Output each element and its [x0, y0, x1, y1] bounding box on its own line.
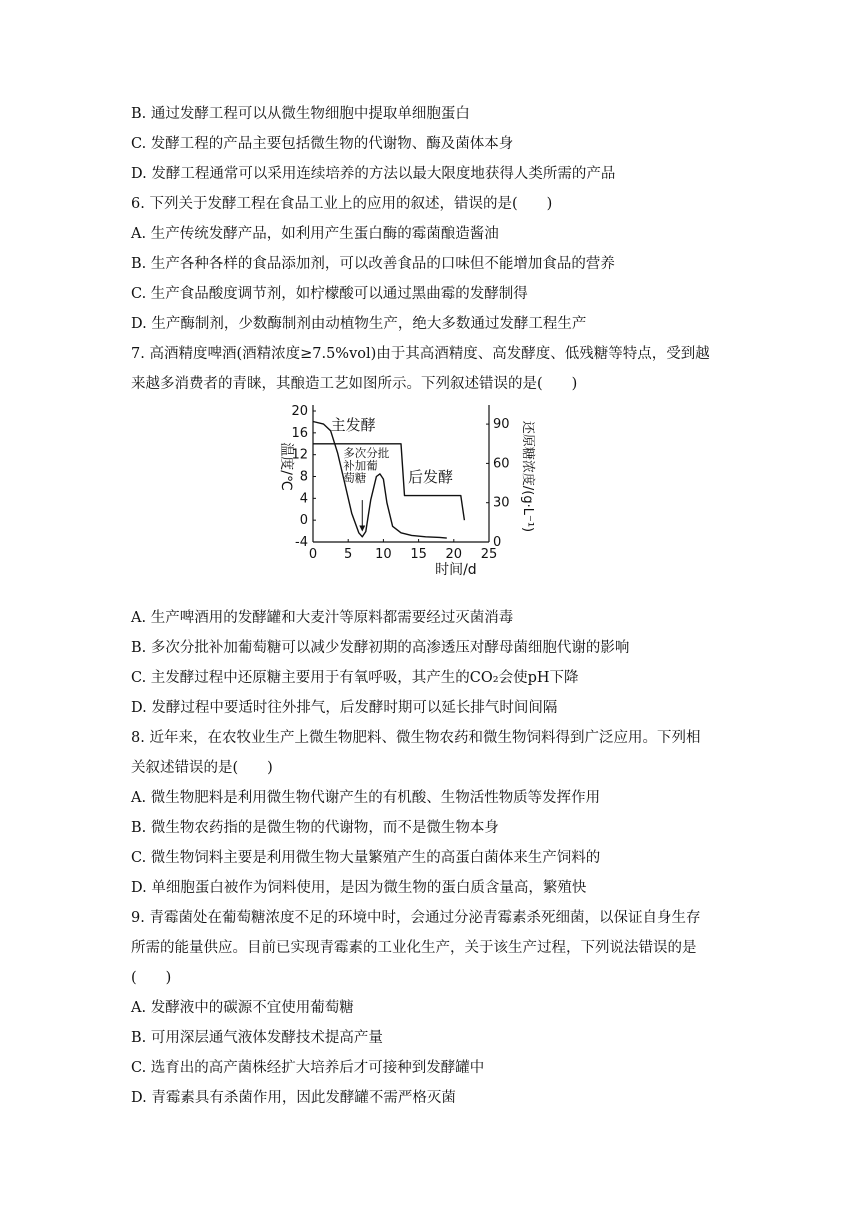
question-8-option-d: D. 单细胞蛋白被作为饲料使用，是因为微生物的蛋白质含量高，繁殖快	[131, 880, 587, 896]
x-axis-label: 时间/d	[435, 562, 477, 578]
question-9-option-b: B. 可用深层通气液体发酵技术提高产量	[131, 1030, 383, 1046]
question-9-option-a: A. 发酵液中的碳源不宜使用葡萄糖	[131, 1000, 354, 1016]
question-5-option-b: B. 通过发酵工程可以从微生物细胞中提取单细胞蛋白	[131, 106, 470, 122]
question-5-option-d: D. 发酵工程通常可以采用连续培养的方法以最大限度地获得人类所需的产品	[131, 166, 616, 182]
x-tick-label: 0	[308, 547, 318, 562]
left-y-tick-label: 16	[291, 425, 308, 441]
feeding-arrow-head	[359, 526, 365, 532]
x-tick-label: 5	[344, 547, 353, 562]
question-9-stem-line-1: 9. 青霉菌处在葡萄糖浓度不足的环境中时，会通过分泌青霉素杀死细菌，以保证自身生存	[131, 910, 701, 926]
left-y-tick-label: 4	[299, 491, 308, 507]
feeding-label-line-1: 多次分批	[343, 445, 390, 460]
question-7-stem-line-1: 7. 高酒精度啤酒(酒精浓度≥7.5%vol)由于其高酒精度、高发酵度、低残糖等特点，受到越	[131, 346, 710, 362]
question-6-option-b: B. 生产各种各样的食品添加剂，可以改善食品的口味但不能增加食品的营养	[131, 256, 615, 272]
right-y-tick-label: 90	[493, 417, 510, 433]
x-tick-label: 25	[480, 547, 498, 562]
question-8-option-a: A. 微生物肥料是利用微生物代谢产生的有机酸、生物活性物质等发挥作用	[131, 790, 601, 806]
feeding-label-line-3: 萄糖	[343, 470, 367, 485]
question-7-option-d: D. 发酵过程中要适时往外排气，后发酵时期可以延长排气时间间隔	[131, 700, 558, 716]
question-7-option-b: B. 多次分批补加葡萄糖可以减少发酵初期的高渗透压对酵母菌细胞代谢的影响	[131, 640, 630, 656]
right-y-tick-label: 60	[493, 456, 510, 472]
left-y-tick-label: 8	[299, 469, 308, 485]
fermentation-chart	[262, 396, 535, 592]
question-5-option-c: C. 发酵工程的产品主要包括微生物的代谢物、酶及菌体本身	[131, 136, 514, 152]
question-8-option-b: B. 微生物农药指的是微生物的代谢物，而不是微生物本身	[131, 820, 499, 836]
x-tick-label: 10	[375, 547, 392, 562]
right-y-tick-label: 0	[493, 535, 502, 550]
question-7-option-c: C. 主发酵过程中还原糖主要用于有氧呼吸，其产生的CO₂会使pH下降	[131, 670, 579, 686]
question-6-stem: 6. 下列关于发酵工程在食品工业上的应用的叙述，错误的是( )	[131, 196, 553, 212]
question-8-stem-line-2: 关叙述错误的是( )	[131, 760, 273, 776]
question-6-option-c: C. 生产食品酸度调节剂，如柠檬酸可以通过黑曲霉的发酵制得	[131, 286, 528, 302]
question-8-stem-line-1: 8. 近年来，在农牧业生产上微生物肥料、微生物农药和微生物饲料得到广泛应用。下列相	[131, 730, 701, 746]
left-y-tick-label: 0	[299, 513, 308, 529]
question-7-option-a: A. 生产啤酒用的发酵罐和大麦汁等原料都需要经过灭菌消毒	[131, 610, 514, 626]
question-6-option-a: A. 生产传统发酵产品，如利用产生蛋白酶的霉菌酿造酱油	[131, 226, 499, 242]
question-8-option-c: C. 微生物饲料主要是利用微生物大量繁殖产生的高蛋白菌体来生产饲料的	[131, 850, 601, 866]
left-y-tick-label: 20	[291, 404, 308, 419]
left-y-tick-label: -4	[295, 535, 308, 550]
right-axis-label: 还原糖浓度/(g·L⁻¹)	[520, 420, 535, 533]
left-y-tick-label: 12	[291, 447, 308, 463]
fermentation-chart-svg	[262, 396, 535, 592]
post-fermentation-label: 后发酵	[408, 467, 454, 486]
question-9-option-d: D. 青霉素具有杀菌作用，因此发酵罐不需严格灭菌	[131, 1090, 456, 1106]
question-9-stem-line-2: 所需的能量供应。目前已实现青霉素的工业化生产，关于该生产过程，下列说法错误的是	[131, 940, 697, 956]
left-axis-label: 温度/℃	[278, 442, 294, 491]
x-tick-label: 20	[445, 547, 463, 562]
question-6-option-d: D. 生产酶制剂，少数酶制剂由动植物生产，绝大多数通过发酵工程生产	[131, 316, 587, 332]
right-y-tick-label: 30	[493, 495, 510, 511]
feeding-label-line-2: 补加葡	[343, 458, 378, 473]
question-9-option-c: C. 选育出的高产菌株经扩大培养后才可接种到发酵罐中	[131, 1060, 485, 1076]
x-tick-label: 15	[410, 547, 427, 562]
question-9-stem-line-3: ( )	[131, 970, 172, 986]
main-fermentation-label: 主发酵	[330, 416, 376, 435]
question-7-stem-line-2: 来越多消费者的青睐，其酿造工艺如图所示。下列叙述错误的是( )	[131, 376, 578, 392]
